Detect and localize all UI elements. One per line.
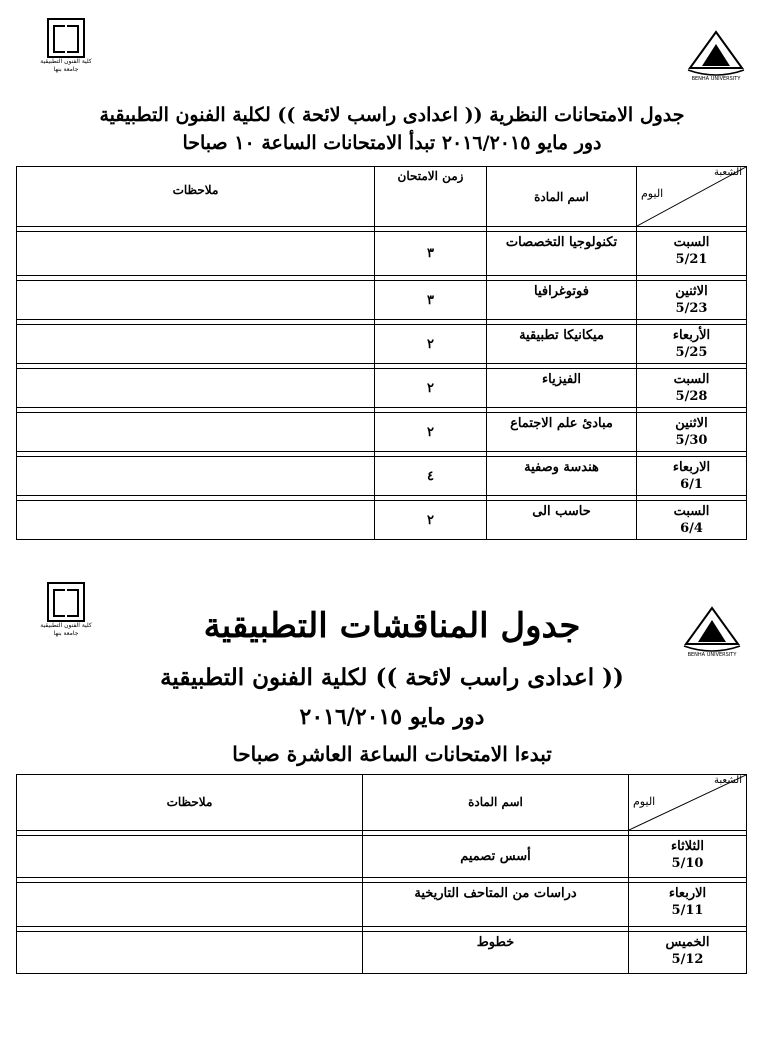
table-row: [17, 457, 747, 496]
table-row: [17, 932, 747, 974]
faculty-logo-caption-2: جامعة بنها: [53, 66, 79, 73]
notes-header: ملاحظات: [17, 167, 375, 227]
faculty-logo-caption-2: جامعة بنها: [53, 630, 79, 637]
notes-cell: [17, 883, 363, 927]
university-logo: [684, 22, 748, 82]
day-date: 6/4: [680, 521, 703, 536]
faculty-logo: [40, 18, 92, 74]
table-row: [17, 836, 747, 878]
theory-exams-table: [16, 166, 747, 540]
faculty-logo-caption: كلية الفنون التطبيقية: [40, 622, 92, 629]
day-name: الثلاثاء: [671, 839, 704, 854]
day-name: السبت: [673, 504, 710, 519]
discussions-session: دور مايو ٢٠١٦/٢٠١٥: [299, 704, 485, 730]
duration-header: زمن الامتحان: [375, 167, 487, 227]
discussions-start-time: تبدءا الامتحانات الساعة العاشرة صباحا: [232, 742, 552, 766]
day-name: الاربعاء: [672, 460, 711, 475]
svg-text:BENHA UNIVERSITY: BENHA UNIVERSITY: [691, 76, 741, 82]
division-header: الشعبة: [714, 775, 742, 786]
notes-cell: [17, 325, 375, 364]
subject-cell: فوتوغرافيا: [487, 281, 637, 320]
svg-text:BENHA UNIVERSITY: BENHA UNIVERSITY: [687, 652, 737, 658]
duration-cell: ٤: [375, 457, 487, 496]
subject-cell: ميكانيكا تطبيقية: [487, 325, 637, 364]
subject-cell: مبادئ علم الاجتماع: [487, 413, 637, 452]
subject-cell: هندسة وصفية: [487, 457, 637, 496]
day-name: الاثنين: [675, 416, 708, 431]
notes-cell: [17, 501, 375, 540]
duration-cell: ٢: [375, 325, 487, 364]
notes-cell: [17, 836, 363, 878]
subject-header: اسم المادة: [363, 775, 629, 831]
day-date: 5/11: [671, 903, 704, 918]
day-division-header: [637, 167, 747, 227]
faculty-logo-caption: كلية الفنون التطبيقية: [40, 58, 92, 65]
subject-header: اسم المادة: [487, 167, 637, 227]
table-row: [17, 883, 747, 927]
day-date: 5/12: [671, 952, 704, 967]
day-date: 5/23: [675, 301, 708, 316]
notes-cell: [17, 457, 375, 496]
day-date: 5/21: [675, 252, 708, 267]
day-date: 5/10: [671, 856, 704, 871]
table-header-row: [17, 167, 747, 227]
day-date: 5/28: [675, 389, 708, 404]
day-name: السبت: [673, 235, 710, 250]
day-header: اليوم: [633, 795, 656, 808]
notes-header: ملاحظات: [17, 775, 363, 831]
day-header: اليوم: [641, 187, 664, 200]
subject-cell: دراسات من المتاحف التاريخية: [363, 883, 629, 927]
notes-cell: [17, 413, 375, 452]
day-name: الخميس: [665, 935, 710, 950]
division-header: الشعبة: [714, 167, 742, 178]
day-date: 5/25: [675, 345, 708, 360]
day-name: الأربعاء: [672, 328, 711, 343]
subject-cell: حاسب الى: [487, 501, 637, 540]
table-row: [17, 413, 747, 452]
table-row: [17, 325, 747, 364]
day-date: 5/30: [675, 433, 708, 448]
notes-cell: [17, 281, 375, 320]
discussions-table: [16, 774, 747, 974]
duration-cell: ٣: [375, 281, 487, 320]
exam-schedule-title: جدول الامتحانات النظرية (( اعدادى راسب لائحة )) لكلية الفنون التطبيقية: [99, 104, 685, 126]
subject-cell: الفيزياء: [487, 369, 637, 408]
subject-cell: أسس تصميم: [363, 836, 629, 878]
subject-cell: تكنولوجيا التخصصات: [487, 232, 637, 276]
day-date: 6/1: [680, 477, 703, 492]
table-row: [17, 369, 747, 408]
day-name: السبت: [673, 372, 710, 387]
table-row: [17, 501, 747, 540]
notes-cell: [17, 232, 375, 276]
notes-cell: [17, 369, 375, 408]
discussions-title: جدول المناقشات التطبيقية: [203, 606, 581, 646]
table-row: [17, 281, 747, 320]
day-name: الاربعاء: [668, 886, 707, 901]
discussions-subtitle: (( اعدادى راسب لائحة )) لكلية الفنون التطبيقية: [160, 664, 624, 691]
table-row: [17, 232, 747, 276]
notes-cell: [17, 932, 363, 974]
exam-schedule-subtitle: دور مايو ٢٠١٦/٢٠١٥ تبدأ الامتحانات الساعة ١٠ صباحا: [182, 132, 602, 154]
day-division-header: [629, 775, 747, 831]
table-header-row: [17, 775, 747, 831]
duration-cell: ٢: [375, 501, 487, 540]
duration-cell: ٢: [375, 413, 487, 452]
duration-cell: ٣: [375, 232, 487, 276]
duration-cell: ٢: [375, 369, 487, 408]
day-name: الاثنين: [675, 284, 708, 299]
subject-cell: خطوط: [363, 932, 629, 974]
